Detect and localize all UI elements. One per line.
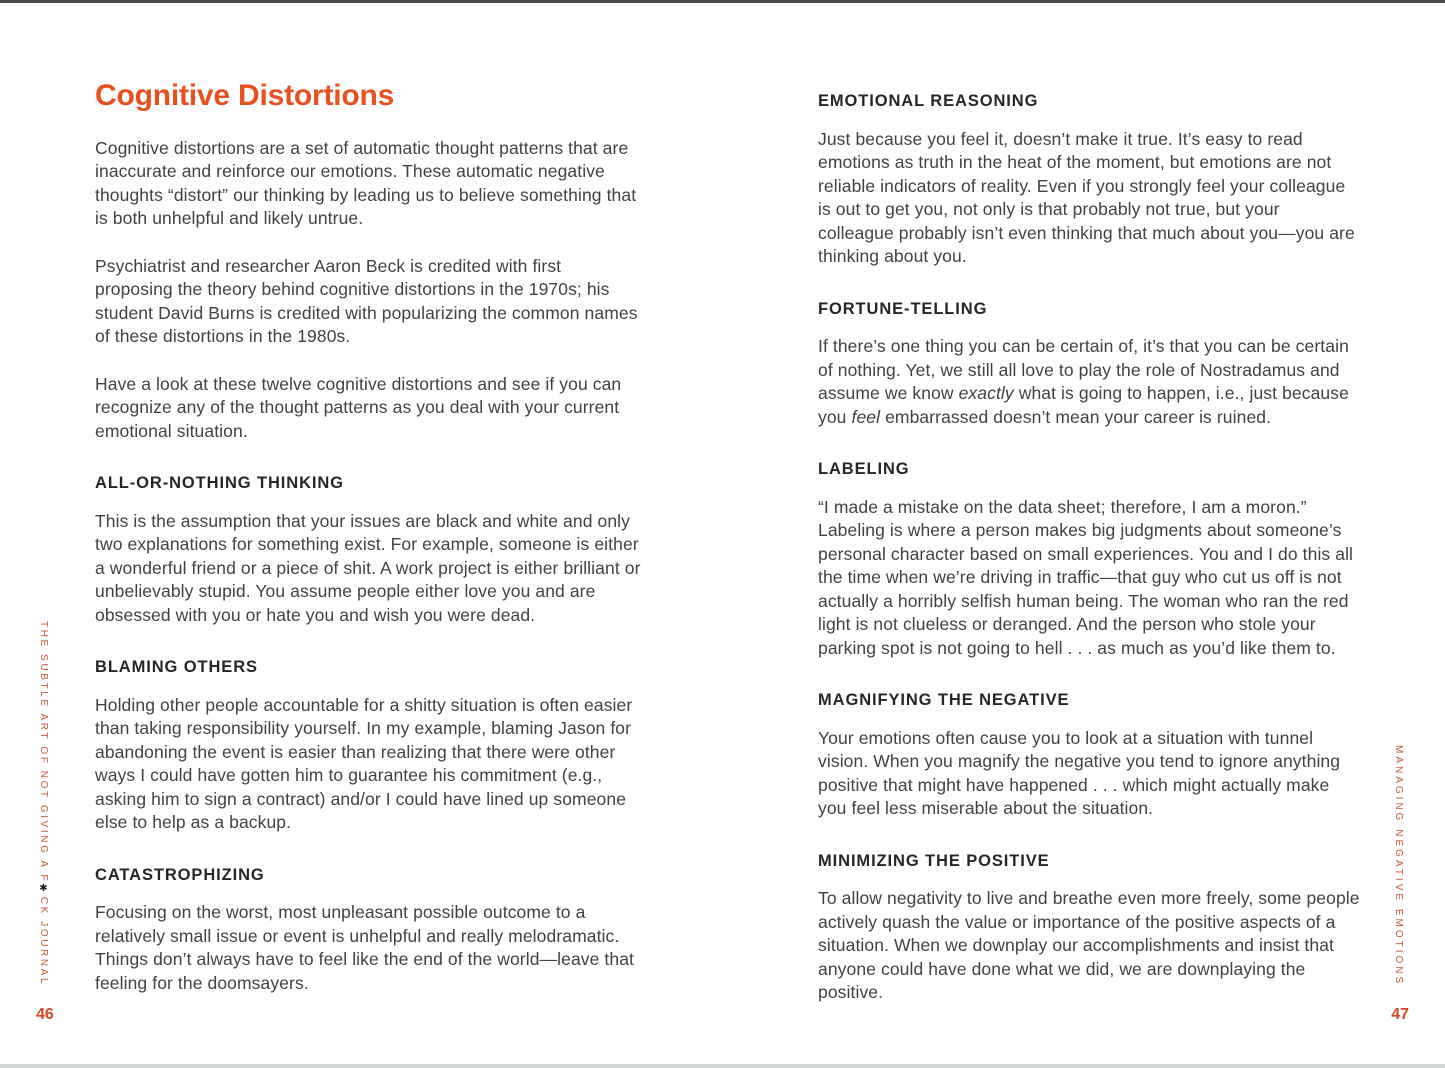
page-title: Cognitive Distortions: [95, 79, 395, 112]
left-page-content: [95, 79, 641, 995]
section-heading-fortune-telling: FORTUNE-TELLING: [818, 299, 988, 318]
section-body: “I made a mistake on the data sheet; therefore, I am a moron.” Labeling is where a person makes big judgments about someone’s personal character based on small experiences. You and I do this all the time when we’re driving in traffic—that guy who cut us off is not actually a horribly selfish human being. The woman who ran the red light is not clueless or deranged. And the person who stole your parking spot is not going to hell . . . as much as you’d like them to.: [818, 496, 1354, 658]
page-number-right: 47: [1391, 1006, 1409, 1023]
section-body: Focusing on the worst, most unpleasant possible outcome to a relatively small issue or event is unhelpful and really melodramatic. Things don’t always have to feel like the end of the world—leave that feeling for the doomsayers.: [95, 902, 635, 993]
section-heading-catastrophizing: CATASTROPHIZING: [95, 865, 265, 884]
section-heading-magnifying-the-negative: MAGNIFYING THE NEGATIVE: [818, 691, 1070, 709]
section-body: Your emotions often cause you to look at a situation with tunnel vision. When you magnify the negative you tend to ignore anything positive that might have happened . . . which might actually make you feel less miserable about the situation.: [818, 727, 1341, 818]
bottom-border: [0, 1064, 1445, 1068]
section-heading-blaming-others: BLAMING OTHERS: [95, 658, 258, 676]
section-body: Just because you feel it, doesn’t make it true. It’s easy to read emotions as truth in the heat of the moment, but emotions are not reliable indicators of reality. Even if you strongly feel your colleague is out to get you, not only is that probably not true, but your colleague probably isn’t even thinking that much about you—you are thinking about you.: [818, 128, 1355, 266]
top-border: [0, 0, 1445, 3]
section-body: This is the assumption that your issues are black and white and only two explanations for something exist. For example, someone is either a wonderful friend or a piece of shit. A work project is either brilliant or unbelievably stupid. You assume people either love you and are obsessed with you or hate you and wish you were dead.: [95, 510, 641, 625]
intro-paragraph: Cognitive distortions are a set of automatic thought patterns that are inaccurate and reinforce our emotions. These automatic negative thoughts “distort” our thinking by leading us to believe something that is both unhelpful and likely untrue.: [95, 137, 637, 228]
section-heading-emotional-reasoning: EMOTIONAL REASONING: [818, 92, 1039, 110]
intro-paragraph: Psychiatrist and researcher Aaron Beck is credited with first proposing the theory behind cognitive distortions in the 1970s; his student David Burns is credited with popularizing the common names of these distortions in the 1980s.: [95, 255, 638, 346]
section-body: To allow negativity to live and breathe even more freely, some people actively quash the value or importance of the positive aspects of a situation. When we downplay our accomplishments and insist that anyone could have done what we did, we are downplaying the positive.: [818, 888, 1360, 1002]
section-heading-all-or-nothing: ALL-OR-NOTHING THINKING: [95, 474, 344, 492]
right-page-content: [818, 90, 1360, 1005]
page-number-left: 46: [36, 1006, 54, 1023]
intro-paragraph: Have a look at these twelve cognitive distortions and see if you can recognize any of the thought patterns as you deal with your current emotional situation.: [95, 373, 622, 441]
section-heading-labeling: LABELING: [818, 460, 910, 478]
book-title-vertical: THE SUBTLE ART OF NOT GIVING A F✱CK JOURNAL: [38, 620, 49, 986]
section-heading-minimizing-the-positive: MINIMIZING THE POSITIVE: [818, 851, 1050, 870]
section-body: If there’s one thing you can be certain of, it’s that you can be certain of nothing. Yet, we still all love to play the role of Nostradamus and assume we know exactly what is going to happen, i.e., just because you feel embarrassed doesn’t mean your career is ruined.: [818, 336, 1349, 427]
chapter-title-vertical: MANAGING NEGATIVE EMOTIONS: [1393, 744, 1404, 986]
section-body: Holding other people accountable for a shitty situation is often easier than taking responsibility yourself. In my example, blaming Jason for abandoning the event is easier than realizing that there were other ways I could have gotten him to guarantee his commitment (e.g., asking him to sign a contract) and/or I could have lined up someone else to help as a backup.: [95, 694, 633, 832]
